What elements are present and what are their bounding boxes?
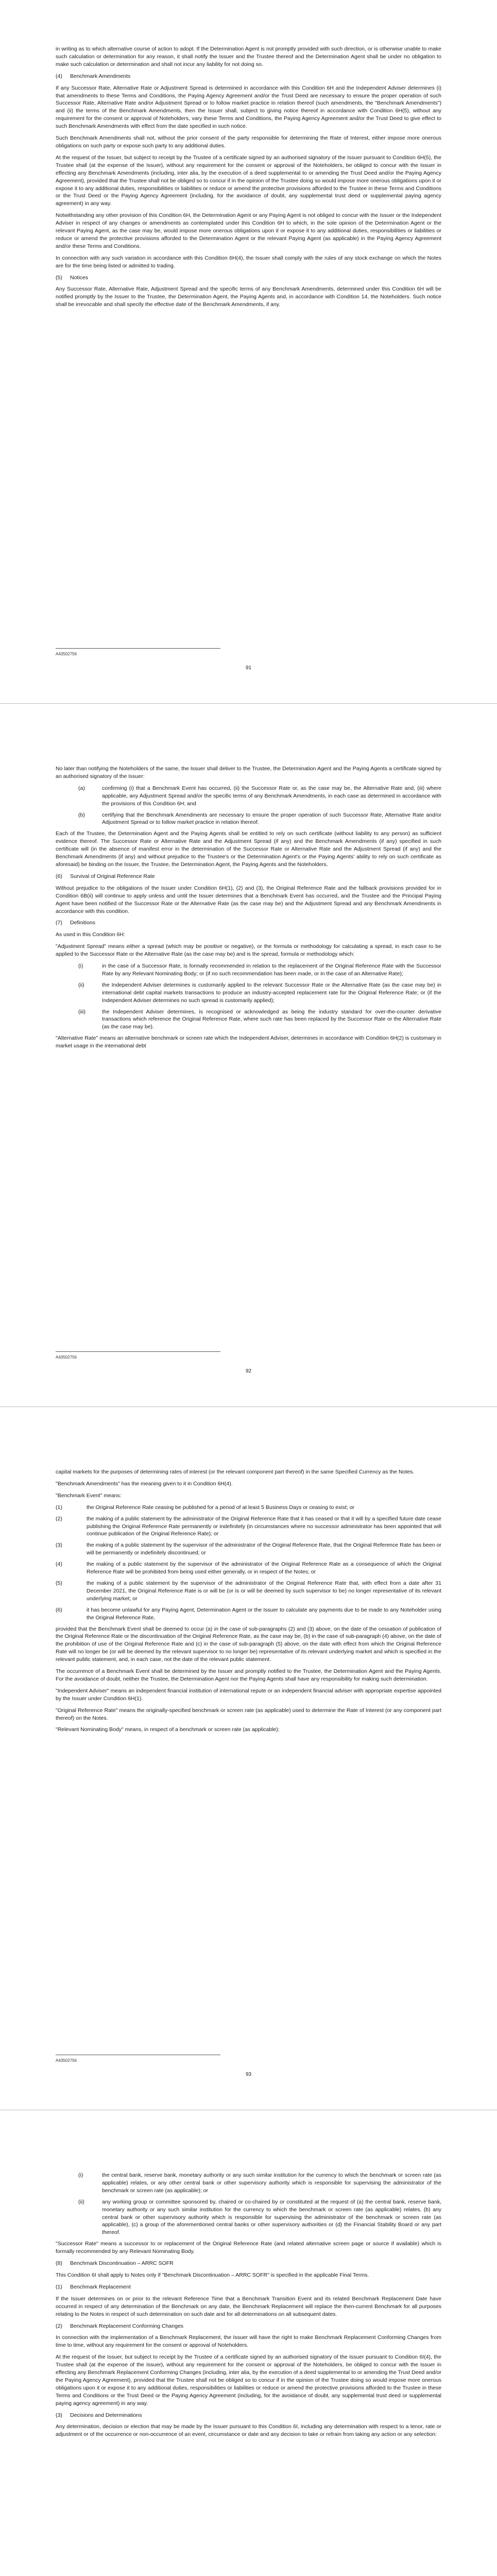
footer-doc-ref: A43502756	[56, 652, 77, 656]
paragraph: "Alternative Rate" means an alternative benchmark or screen rate which the Independent Adviser, determines in accordance with Condition 6H(2) is customary in market usage in the international debt	[56, 1035, 441, 1049]
paragraph: "Original Reference Rate" means the originally-specified benchmark or screen rate (as applicable) used to determine the Rate of Interest (or any component part thereof) on the Notes.	[56, 1707, 441, 1721]
paragraph: in writing as to which alternative course of action to adopt. If the Determination Agent is not promptly provided with such direction, or is otherwise unable to make such calculation or determination for any reason, it shall notify the Issuer and the Trustee thereof and the Determination Agent shall be under no obligation to make such calculation or determination and shall not incur any liability for not doing so.	[56, 46, 441, 67]
paragraph: If the Issuer determines on or prior to the relevant Reference Time that a Benchmark Transition Event and its related Benchmark Replacement Date have occurred in respect of any determination of the Benchmark on any date, the Benchmark Replacement will replace the then-current Benchmark for all purposes relating to the Notes in respect of such determination on such date and for all determinations on all subsequent dates.	[56, 2295, 441, 2317]
section-title: Definitions	[70, 920, 96, 926]
section-heading	[56, 2323, 441, 2330]
list-item-number: (4)	[56, 1561, 62, 1568]
list-item-number: (iii)	[78, 1008, 85, 1015]
list-item-number: (b)	[78, 811, 85, 818]
paragraph: As used in this Condition 6H:	[56, 931, 125, 938]
paragraph: Notwithstanding any other provision of this Condition 6H, the Determination Agent or any Paying Agent is not obliged to concur with the Issuer or the Independent Adviser in respect of any changes or amendments as contemplated under this Condition 6H to which, in the sole opinion of the Determination Agent or the relevant Paying Agent, as the case may be, would impose more onerous obligations upon it or expose it to any additional duties, responsibilities or liabilities or reduce or amend the protective provisions afforded to the Determination Agent or the relevant Paying Agent (as applicable) in the Paying Agency Agreement and/or these Terms and Conditions.	[56, 212, 441, 249]
page	[0, 0, 497, 703]
list-item-text: the Independent Adviser determines is customarily applied to the relevant Successor Rate or the Alternative Rate (as the case may be) in international debt capital markets transactions to produce an industry-accepted replacement rate for the Original Reference Rate; or (if the Independent Adviser determines no such spread is customarily applied);	[102, 981, 441, 1004]
paragraph: The occurrence of a Benchmark Event shall be determined by the Issuer and promptly notified to the Trustee, the Determination Agent and the Paying Agents. For the avoidance of doubt, neither the Trustee, the Determination Agent nor the Paying Agents shall have any responsibility for making such determination.	[56, 1668, 441, 1682]
paragraph: "Successor Rate" means a successor to or replacement of the Original Reference Rate (and related alternative screen page or source if available) which is formally recommended by any Relevant Nominating Body.	[56, 2241, 441, 2255]
section-number: (1)	[56, 2283, 62, 2290]
list-item	[56, 2172, 441, 2195]
section-number: (3)	[56, 2412, 62, 2418]
page-divider	[0, 703, 497, 704]
list-item	[56, 1504, 441, 1512]
list-item-number: (6)	[56, 1606, 62, 1613]
list-item	[56, 962, 441, 978]
list-item-text: the Original Reference Rate ceasing be published for a period of at least 5 Business Days or ceasing to exist; or	[87, 1504, 355, 1511]
page	[0, 2110, 497, 2576]
list-item	[56, 1561, 441, 1576]
paragraph: No later than notifying the Noteholders of the same, the Issuer shall deliver to the Trustee, the Determination Agent and the Paying Agents a certificate signed by an authorised signatory of the Issuer:	[56, 766, 441, 779]
list-item-number: (5)	[56, 1580, 62, 1586]
paragraph: Any determination, decision or election that may be made by the Issuer pursuant to this Condition 6I, including any determination with respect to a tenor, rate or adjustment or of the occurrence or non-occurrence of an event, circumstance or date and any decision to take or refrain from taking any action or any selection:	[56, 2424, 441, 2438]
paragraph: This Condition 6I shall apply to Notes only if "Benchmark Discontinuation – ARRC SOFR" is specified in the applicable Final Terms.	[56, 2272, 369, 2278]
page-content	[56, 45, 441, 313]
section-heading	[56, 873, 441, 880]
page-content	[56, 765, 441, 1054]
page-number: 93	[245, 2072, 252, 2077]
list-item	[56, 811, 441, 827]
list-item-text: the making of a public statement by the supervisor of the administrator of the Original Reference Rate, that the Original Reference Rate has been or will be permanently or indefinitely discontinued; or	[87, 1542, 441, 1556]
page-divider	[0, 1406, 497, 1407]
page-number: 92	[245, 1368, 252, 1374]
section-number: (6)	[56, 873, 62, 879]
page	[0, 1406, 497, 2110]
section-title: Notices	[70, 274, 89, 281]
section-title: Benchmark Replacement	[70, 2283, 131, 2290]
footer-doc-ref: A43502756	[56, 1355, 77, 1360]
list-item-number: (1)	[56, 1504, 62, 1511]
paragraph: "Benchmark Event" means:	[56, 1492, 122, 1499]
section-number: (5)	[56, 274, 62, 281]
paragraph: If any Successor Rate, Alternative Rate or Adjustment Spread is determined in accordance with this Condition 6H and the Independent Adviser determines (i) that amendments to these Terms and Conditions, the Paying Agency Agreement and/or the Trust Deed are necessary to ensure the proper operation of such Successor Rate, Alternative Rate and/or Adjustment Spread or to follow market practice in relation thereof (such amendments, the "Benchmark Amendments") and (ii) the terms of the Benchmark Amendments, then the Issuer shall, subject to giving notice thereof in accordance with Condition 6H(5), without any requirement for the consent or approval of Noteholders, vary these Terms and Conditions, the Paying Agency Agreement and/or the Trust Deed to give effect to such Benchmark Amendments with effect from the date specified in such notice.	[56, 84, 441, 130]
list-item-text: the Independent Adviser determines, is recognised or acknowledged as being the industry standard for over-the-counter derivative transactions which reference the Original Reference Rate, where such rate has been replaced by the Successor Rate or the Alternative Rate (as the case may be).	[102, 1008, 441, 1030]
paragraph: "Benchmark Amendments" has the meaning given to it in Condition 6H(4).	[56, 1480, 233, 1487]
list-item-number: (i)	[78, 963, 83, 970]
list-item-text: certifying that the Benchmark Amendments are necessary to ensure the proper operation of such Successor Rate, Alternative Rate and/or Adjustment Spread or to follow market practice in relation thereof.	[102, 811, 441, 826]
list-item-number: (ii)	[78, 981, 84, 988]
list-item-number: (2)	[56, 1515, 62, 1522]
page-content	[56, 2172, 441, 2443]
section-number: (4)	[56, 73, 62, 79]
list-item-number: (i)	[78, 2172, 83, 2178]
page-content	[56, 1468, 441, 1738]
paragraph: provided that the Benchmark Event shall be deemed to occur (a) in the case of sub-paragraphs (2) and (3) above, on the date of the cessation of publication of the Original Reference Rate or the discontinuation of the Original Reference Rate, as the case may be, (b) in the case of sub-paragraph (4) above, on the date of the prohibition of use of the Original Reference Rate and (c) in the case of sub-paragraph (5) above, on the date with effect from which the Original Reference Rate will no longer be (or will be deemed by the relevant supervisor to no longer be) representative of its relevant underlying market and which is specified in the relevant public statement, and, in each case, not the date of the relevant public statement.	[56, 1625, 441, 1663]
list-item-text: in the case of a Successor Rate, is formally recommended in relation to the replacement of the Original Reference Rate with the Successor Rate by any Relevant Nominating Body; or (if no such recommendation has been made, or in the case of an Alternative Rate);	[102, 963, 441, 977]
list-item-number: (3)	[56, 1542, 62, 1549]
list-item	[56, 1580, 441, 1603]
section-title: Benchmark Amendments	[70, 73, 131, 79]
section-heading	[56, 274, 441, 282]
paragraph: capital markets for the purposes of determining rates of interest (or the relevant component part thereof) in the same Specified Currency as the Notes.	[56, 1469, 415, 1475]
list-item-text: any working group or committee sponsored by, chaired or co-chaired by or constituted at the request of (a) the central bank, reserve bank, monetary authority or any such similar institution for the currency to which the benchmark or screen rate (as applicable) relates, (b) any central bank or other supervisory authority which is responsible for supervising the administrator of the benchmark or screen rate (as applicable), (c) a group of the aforementioned central banks or other supervisory authorities or (d) the Financial Stability Board or any part thereof.	[102, 2198, 441, 2236]
section-title: Decisions and Determinations	[70, 2412, 142, 2418]
section-title: Benchmark Discontinuation – ARRC SOFR	[70, 2260, 174, 2267]
list-item	[56, 1606, 441, 1622]
page-number: 91	[245, 665, 252, 671]
list-item	[56, 981, 441, 1005]
section-heading	[56, 2412, 441, 2419]
page	[0, 703, 497, 1406]
paragraph: In connection with the implementation of a Benchmark Replacement, the Issuer will have the right to make Benchmark Replacement Conforming Changes from time to time, without any requirement for the consent or approval of Noteholders.	[56, 2334, 441, 2349]
section-heading	[56, 919, 441, 927]
section-title: Survival of Original Reference Rate	[70, 873, 155, 879]
paragraph: "Adjustment Spread" means either a spread (which may be positive or negative), or the formula or methodology for calculating a spread, in each case to be applied to the Successor Rate or the Alternative Rate (as the case may be) and is the spread, formula or methodology which:	[56, 943, 441, 958]
list-item-number: (a)	[78, 785, 85, 791]
paragraph: Such Benchmark Amendments shall not, without the prior consent of the party responsible for determining the Rate of Interest, either impose more onerous obligations on such party or expose such party to any additional duties.	[56, 135, 441, 149]
paragraph: At the request of the Issuer, but subject to receipt by the Trustee of a certificate signed by an authorised signatory of the Issuer pursuant to Condition 6H(5), the Trustee shall (at the expense of the Issuer), without any requirement for the consent or approval of the Noteholders, be obliged to concur with the Issuer in effecting any Benchmark Amendments (including, inter alia, by the execution of a deed supplemental to or amending the Trust Deed and/or the Paying Agency Agreement), provided that the Trustee shall not be obliged so to concur if in the opinion of the Trustee doing so would impose more onerous obligations upon it or expose it to any additional duties, responsibilities or liabilities or reduce or amend the protective provisions afforded to the Trustee in these Terms and Conditions or the Trust Deed or the Paying Agency Agreement (including, for the avoidance of doubt, any supplemental trust deed or supplemental paying agency agreement) in any way.	[56, 154, 441, 207]
list-item-number: (ii)	[78, 2198, 84, 2205]
paragraph: Without prejudice to the obligations of the Issuer under Condition 6H(1), (2) and (3), the Original Reference Rate and the fallback provisions provided for in Condition 6B(ii) will continue to apply unless and until the Issuer determines that a Benchmark Event has occurred, and the Trustee and the Principal Paying Agent have been notified of the Successor Rate or the Alternative Rate (as the case may be) and the Adjustment Spread and any Benchmark Amendments in accordance with this condition.	[56, 885, 441, 914]
list-item	[56, 1008, 441, 1031]
list-item-text: it has become unlawful for any Paying Agent, Determination Agent or the Issuer to calculate any payments due to be made to any Noteholder using the Original Reference Rate,	[87, 1606, 441, 1621]
paragraph: "Independent Adviser" means an independent financial institution of international repute or an independent financial adviser with appropriate expertise appointed by the Issuer under Condition 6H(1).	[56, 1687, 441, 1702]
section-title: Benchmark Replacement Conforming Changes	[70, 2323, 184, 2329]
footer-rule	[56, 1351, 220, 1352]
list-item	[56, 1515, 441, 1538]
list-item-text: the making of a public statement by the supervisor of the administrator of the Original Reference Rate as a consequence of which the Original Reference Rate will be prohibited from being used either generally, or in respect of the Notes; or	[87, 1561, 441, 1575]
list-item	[56, 785, 441, 808]
list-item-text: the making of a public statement by the administrator of the Original Reference Rate that it has ceased or that it will by a specified future date cease publishing the Original Reference Rate permanently or indefinitely (in circumstances where no successor administrator has been appointed that will continue publication of the Original Reference Rate); or	[87, 1515, 441, 1537]
list-item-text: the central bank, reserve bank, monetary authority or any such similar institution for the currency to which the benchmark or screen rate (as applicable) relates, or any other central bank or other supervisory authority which is responsible for supervising the administrator of the benchmark or screen rate (as applicable); or	[102, 2172, 441, 2194]
list-item	[56, 2198, 441, 2237]
footer-rule	[56, 648, 220, 649]
list-item-text: confirming (i) that a Benchmark Event has occurred, (ii) the Successor Rate or, as the case may be, the Alternative Rate and, (iii) where applicable, any Adjustment Spread and/or the specific terms of any Benchmark Amendments, in each case as determined in accordance with the provisions of this Condition 6H; and	[102, 785, 441, 807]
footer-doc-ref: A43502756	[56, 2058, 77, 2063]
paragraph: "Relevant Nominating Body" means, in respect of a benchmark or screen rate (as applicable):	[56, 1726, 280, 1733]
paragraph: In connection with any such variation in accordance with this Condition 6H(4), the Issuer shall comply with the rules of any stock exchange on which the Notes are for the time being listed or admitted to trading.	[56, 255, 441, 269]
list-item-text: the making of a public statement by the supervisor of the administrator of the Original Reference Rate that, with effect from a date after 31 December 2021, the Original Reference Rate is or will be (or is or will be deemed by such supervisor to be) no longer representative of its relevant underlying market; or	[87, 1580, 441, 1602]
section-number: (8)	[56, 2260, 62, 2267]
paragraph: At the request of the Issuer, but subject to receipt by the Trustee of a certificate signed by an authorised signatory of the Issuer pursuant to Condition 6I(4), the Trustee shall (at the expense of the Issuer), without any requirement for the consent or approval of the Noteholders, be obliged to concur with the Issuer in effecting any Benchmark Replacement Conforming Changes (including, inter alia, by the execution of a deed supplemental to or amending the Trust Deed and/or the Paying Agency Agreement), provided that the Trustee shall not be obliged so to concur if in the opinion of the Trustee doing so would impose more onerous obligations upon it or expose it to any additional duties, responsibilities or liabilities or reduce or amend the protective provisions afforded to the Trustee in these Terms and Conditions or the Trust Deed or the Paying Agency Agreement (including, for the avoidance of doubt, any supplemental trust deed or supplemental paying agency agreement) in any way.	[56, 2354, 441, 2406]
section-number: (2)	[56, 2323, 62, 2329]
paragraph: Each of the Trustee, the Determination Agent and the Paying Agents shall be entitled to rely on such certificate (without liability to any person) as sufficient evidence thereof. The Successor Rate or Alternative Rate and the Adjustment Spread (if any) and the Benchmark Amendments (if any) specified in such certificate will (in the absence of manifest error in the determination of the Successor Rate or Alternative Rate and the Adjustment Spread (if any) and the Benchmark Amendments (if any) and without prejudice to the Trustee's or the Determination Agent's or the Paying Agents' ability to rely on such certificate as aforesaid) be binding on the Issuer, the Trustee, the Determination Agent, the Paying Agents and the Noteholders.	[56, 831, 441, 868]
section-heading	[56, 73, 441, 80]
list-item	[56, 1541, 441, 1557]
section-heading	[56, 2260, 441, 2267]
section-number: (7)	[56, 920, 62, 926]
section-heading	[56, 2283, 441, 2291]
paragraph: Any Successor Rate, Alternative Rate, Adjustment Spread and the specific terms of any Benchmark Amendments, determined under this Condition 6H will be notified promptly by the Issuer to the Trustee, the Determination Agent, the Paying Agents and, in accordance with Condition 14, the Noteholders. Such notice shall be irrevocable and shall specify the effective date of the Benchmark Amendments, if any.	[56, 286, 441, 308]
